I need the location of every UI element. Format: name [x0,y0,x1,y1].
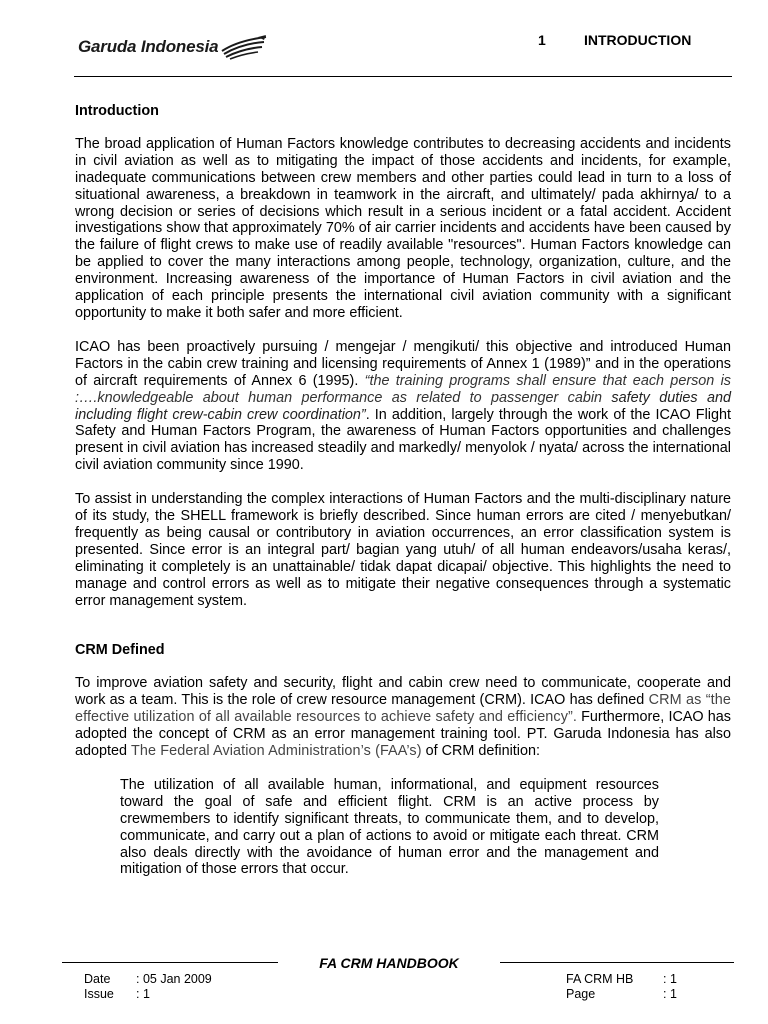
date-label: Date [84,972,111,986]
footer-doc-row [566,972,677,987]
crm-paragraph-1-e: of CRM definition: [421,743,540,759]
crm-paragraph-1-c: Furthermore, ICAO has adopted the concept of CRM as an error management training tool. PT. Garuda Indonesia has also adopted [75,709,731,759]
section-heading-crm-defined: CRM Defined [75,642,165,659]
icao-crm-definition: CRM as “the effective utilization of all available resources to achieve safety and efficiency”. [75,692,731,726]
footer-meta-left [84,972,212,1002]
crm-paragraph-1-a: To improve aviation safety and security, flight and cabin crew need to communicate, cooperate and work as a team. This is the role of crew resource management (CRM). ICAO has defined [75,675,731,709]
issue-label: Issue [84,987,114,1001]
footer-title: FA CRM HANDBOOK [319,955,459,971]
intro-paragraph-2 [75,339,731,474]
training-quote-part-1: “the training programs shall ensure that each person is :….knowledgeable about human performance as related to passenger cabin [75,372,732,406]
intro-paragraph-1: The broad application of Human Factors knowledge contributes to decreasing accidents and incidents in civil aviation as well as to mitigating the impact of those accidents and incidents, for example, inadequate communications between crew members and other parties could lead in turn to a loss of situational awareness, a breakdown in teamwork in the aircraft, and ultimately/ pada akhirnya/ to a wrong decision or series of decisions which result in a serious incident or a fatal accident. Accident investigations show that approximately 70% of air carrier incidents and accidents have been caused by the failure of flight crews to make use of readily available "resources". Human Factors knowledge can be applied to cover the many interactions among people, technology, organization, culture, and the environment. Increasing awareness of the importance of Human Factors in civil aviation and the application of each principle presents the international civil aviation community with a significant opportunity to make it both safer and more efficient. [75,135,731,321]
chapter-heading [538,32,691,48]
doc-value: : 1 [663,972,677,986]
section-heading-introduction: Introduction [75,103,159,119]
chapter-title: INTRODUCTION [584,32,692,48]
faa-crm-definition-quote: The utilization of all available human, informational, and equipment resources toward the goal of safe and efficient flight. CRM is an active process by crewmembers to identify significant threats, to communicate them, and to develop, communicate, and carry out a plan of actions to avoid or mitigate each threat. CRM also deals directly with the avoidance of human error and the management and mitigation of those errors that occur. [120,776,659,878]
chapter-number: 1 [538,32,546,48]
footer-meta-right [566,972,677,1002]
footer-divider-right [500,962,734,963]
page-value: : 1 [663,987,677,1001]
footer-date-row [84,972,212,987]
footer-page-row [566,987,677,1002]
faa-reference: The Federal Aviation Administration’s (FAA’s) [131,743,422,759]
footer-divider-left [62,962,278,963]
intro-paragraph-3: To assist in understanding the complex interactions of Human Factors and the multi-disciplinary nature of its study, the SHELL framework is briefly described. Since human errors are cited / menyebutkan/ frequently as being causal or contributory in aviation occurrences, an error classification system is presented. Since error is an integral part/ bagian yang utuh/ of all human endeavors/usaha keras/, eliminating it completely is an unattainable/ tidak dapat dicapai/ objective. This highlights the need to manage and control errors as well as to mitigate their negative consequences through a systematic error management system. [75,491,731,609]
crm-paragraph-1 [75,675,731,760]
issue-value: : 1 [136,987,150,1001]
page-body [75,103,731,878]
intro-paragraph-2-end: . In addition, largely through the work of the ICAO Flight Safety and Human Factors Program, the awareness of Human Factors opportunities and challenges present in civil aviation has increased steadily and markedly/ menyolok / nyata/ across the international civil aviation community since 1990. [75,406,731,474]
footer-issue-row [84,987,212,1002]
doc-label: FA CRM HB [566,972,634,986]
intro-paragraph-2-start: ICAO has been proactively pursuing / mengejar / mengikuti/ this objective and introduced Human Factors in the cabin crew training and licensing requirements of Annex 1 (1989)” and in the operations of aircraft requirements of Annex 6 (1995). [75,338,731,389]
garuda-bird-icon [220,33,268,61]
logo-text: Garuda Indonesia [78,37,219,56]
company-logo [78,33,268,61]
date-value: : 05 Jan 2009 [136,972,212,986]
training-quote-part-2: safety duties and including flight crew-cabin crew coordination” [75,389,731,423]
page-label: Page [566,987,596,1001]
header-divider [74,76,732,77]
